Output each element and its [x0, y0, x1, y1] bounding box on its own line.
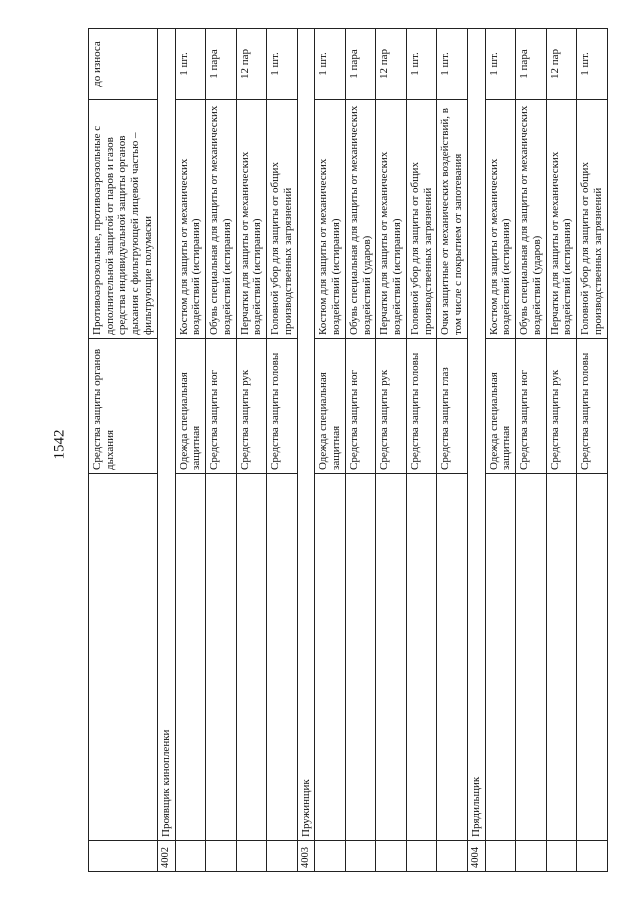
table-row — [406, 29, 437, 872]
quantity-cell: 12 пар — [546, 29, 577, 100]
item-name-cell: Обувь специальная для защиты от механических воздействий (ударов) — [516, 100, 547, 339]
profession-code: 4002 — [157, 841, 175, 872]
code-cell — [546, 841, 577, 872]
profession-title: Проявщик кинопленки — [157, 29, 175, 841]
quantity-cell: 1 пара — [516, 29, 547, 100]
quantity-cell: 1 пара — [206, 29, 237, 100]
item-name-cell: Перчатки для защиты от механических воздействий (истирания) — [546, 100, 577, 339]
code-cell — [485, 841, 516, 872]
table-row — [267, 29, 298, 872]
group-cell: Одежда специальная защитная — [175, 339, 206, 474]
table-row — [236, 29, 267, 872]
table-row — [485, 29, 516, 872]
group-cell: Средства защиты рук — [546, 339, 577, 474]
profession-cell — [516, 474, 547, 841]
profession-cell — [376, 474, 407, 841]
profession-cell — [236, 474, 267, 841]
item-name-cell: Обувь специальная для защиты от механических воздействий (ударов) — [345, 100, 376, 339]
group-cell: Средства защиты головы — [406, 339, 437, 474]
item-name-cell: Костюм для защиты от механических воздействий (истирания) — [175, 100, 206, 339]
profession-row — [467, 29, 485, 872]
profession-title: Пружинщик — [297, 29, 315, 841]
profession-cell — [206, 474, 237, 841]
item-name-cell: Костюм для защиты от механических воздействий (истирания) — [485, 100, 516, 339]
item-name-cell: Перчатки для защиты от механических воздействий (истирания) — [236, 100, 267, 339]
profession-row — [157, 29, 175, 872]
quantity-cell: 1 шт. — [267, 29, 298, 100]
profession-cell — [175, 474, 206, 841]
group-cell: Средства защиты ног — [206, 339, 237, 474]
code-cell — [236, 841, 267, 872]
group-cell: Одежда специальная защитная — [485, 339, 516, 474]
table-row — [175, 29, 206, 872]
item-name-cell: Костюм для защиты от механических воздействий (истирания) — [315, 100, 346, 339]
item-name-cell: Головной убор для защиты от общих производственных загрязнений — [267, 100, 298, 339]
quantity-cell: 1 шт. — [577, 29, 608, 100]
rotated-table-wrapper — [88, 41, 608, 872]
group-cell: Средства защиты органов дыхания — [89, 339, 158, 474]
code-cell — [516, 841, 547, 872]
quantity-cell: 1 шт. — [175, 29, 206, 100]
group-cell: Средства защиты ног — [516, 339, 547, 474]
code-cell — [89, 841, 158, 872]
profession-cell — [546, 474, 577, 841]
group-cell: Средства защиты рук — [236, 339, 267, 474]
profession-title: Прядильщик — [467, 29, 485, 841]
item-name-cell: Перчатки для защиты от механических воздействий (истирания) — [376, 100, 407, 339]
group-cell: Средства защиты глаз — [437, 339, 468, 474]
item-name-cell: Обувь специальная для защиты от механических воздействий (истирания) — [206, 100, 237, 339]
profession-cell — [89, 474, 158, 841]
table-row — [345, 29, 376, 872]
profession-code: 4004 — [467, 841, 485, 872]
quantity-cell: 1 шт. — [437, 29, 468, 100]
quantity-cell: 1 шт. — [315, 29, 346, 100]
ppe-table — [88, 28, 608, 872]
table-row — [437, 29, 468, 872]
table-row — [206, 29, 237, 872]
group-cell: Средства защиты головы — [267, 339, 298, 474]
code-cell — [267, 841, 298, 872]
code-cell — [577, 841, 608, 872]
table-row — [546, 29, 577, 872]
profession-cell — [345, 474, 376, 841]
profession-cell — [315, 474, 346, 841]
item-name-cell: Головной убор для защиты от общих производственных загрязнений — [406, 100, 437, 339]
item-name-cell: Очки защитные от механических воздействий, в том числе с покрытием от запотевания — [437, 100, 468, 339]
code-cell — [175, 841, 206, 872]
page-number: 1542 — [51, 429, 68, 460]
document-page — [88, 41, 608, 872]
group-cell: Одежда специальная защитная — [315, 339, 346, 474]
quantity-cell: 1 шт. — [485, 29, 516, 100]
profession-row — [297, 29, 315, 872]
code-cell — [206, 841, 237, 872]
ppe-table-body — [89, 29, 608, 872]
profession-cell — [267, 474, 298, 841]
group-cell: Средства защиты головы — [577, 339, 608, 474]
item-name-cell: Противоаэрозольные, противоаэрозольные с дополнительной защитой от паров и газов средства индивидуальной защиты органов дыхания с фильтрующей лицевой частью – фильтрующие полумаски — [89, 100, 158, 339]
group-cell: Средства защиты рук — [376, 339, 407, 474]
code-cell — [437, 841, 468, 872]
table-row — [376, 29, 407, 872]
group-cell: Средства защиты ног — [345, 339, 376, 474]
quantity-cell: 12 пар — [376, 29, 407, 100]
code-cell — [315, 841, 346, 872]
code-cell — [406, 841, 437, 872]
quantity-cell: 12 пар — [236, 29, 267, 100]
profession-cell — [406, 474, 437, 841]
profession-cell — [577, 474, 608, 841]
profession-code: 4003 — [297, 841, 315, 872]
quantity-cell: до износа — [89, 29, 158, 100]
table-row — [315, 29, 346, 872]
profession-cell — [437, 474, 468, 841]
item-name-cell: Головной убор для защиты от общих производственных загрязнений — [577, 100, 608, 339]
table-row — [516, 29, 547, 872]
table-row — [577, 29, 608, 872]
table-row-respiratory — [89, 29, 158, 872]
code-cell — [376, 841, 407, 872]
quantity-cell: 1 пара — [345, 29, 376, 100]
profession-cell — [485, 474, 516, 841]
quantity-cell: 1 шт. — [406, 29, 437, 100]
code-cell — [345, 841, 376, 872]
